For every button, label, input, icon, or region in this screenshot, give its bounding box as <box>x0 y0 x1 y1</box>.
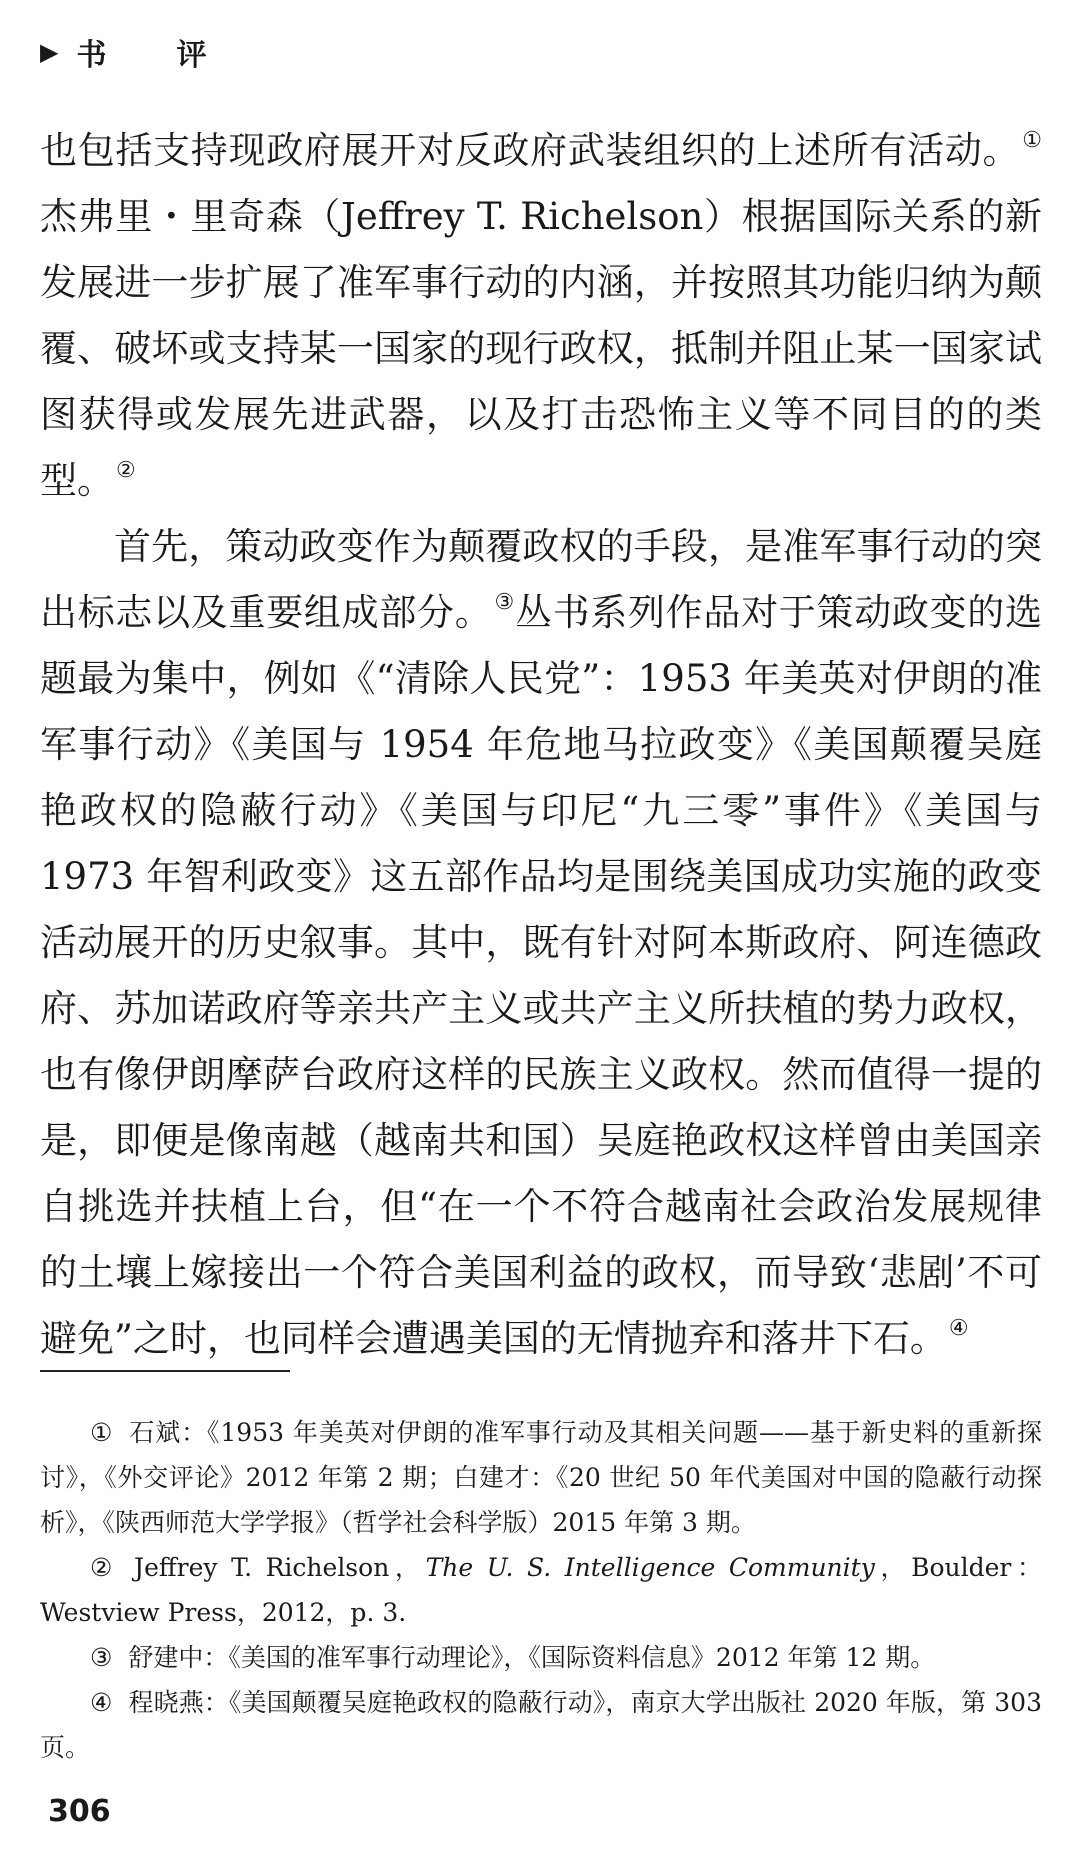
footnote-3-number: ③ <box>90 1643 113 1672</box>
paragraph-2-text: 首先，策动政变作为颠覆政权的手段，是准军事行动的突出标志以及重要组成部分。 <box>40 525 1042 634</box>
footnote-4 <box>40 1680 1042 1770</box>
paragraph-1-text-2: 杰弗里・里奇森（Jeffrey T. Richelson）根据国际关系的新发展进一步扩展了准军事行动的内涵，并按照其功能归纳为颠覆、破坏或支持某一国家的现行政权，抵制并阻止某一国家试图获得或发展先进武器，以及打击恐怖主义等不同目的的类型。 <box>40 195 1042 502</box>
footnotes <box>40 1410 1042 1770</box>
footnote-2-number: ② <box>90 1553 119 1582</box>
footnote-3 <box>40 1635 1042 1680</box>
footnote-2-book-title: The U. S. Intelligence Community <box>425 1553 875 1582</box>
footnote-1-text: 石斌：《1953 年美英对伊朗的准军事行动及其相关问题——基于新史料的重新探讨》，《外交评论》2012 年第 2 期；白建才：《20 世纪 50 年代美国对中国的隐蔽行动探析》，《陕西师范大学学报》（哲学社会科学版）2015 年第 3 期。 <box>40 1418 1042 1537</box>
footnote-1-number: ① <box>90 1418 114 1447</box>
paragraph-1-text: 也包括支持现政府展开对反政府武装组织的上述所有活动。 <box>40 129 1021 172</box>
triangle-marker-icon: ▶ <box>40 38 59 66</box>
paragraph-1 <box>40 118 1042 514</box>
footnote-divider <box>40 1370 290 1372</box>
footnote-4-text: 程晓燕：《美国颠覆吴庭艳政权的隐蔽行动》，南京大学出版社 2020 年版，第 303 页。 <box>40 1688 1042 1762</box>
footnote-2-post: ，Boulder：Westview Press，2012，p. 3. <box>40 1553 1042 1627</box>
footnote-2-pre: Jeffrey T. Richelson， <box>134 1553 426 1582</box>
body-text <box>40 118 1042 1372</box>
section-label-2: 评 <box>176 38 207 73</box>
footnote-4-number: ④ <box>90 1688 113 1717</box>
section-label-1: 书 <box>76 38 107 73</box>
footnote-2 <box>40 1545 1042 1635</box>
paragraph-2-text-2: 丛书系列作品对于策动政变的选题最为集中，例如《“清除人民党”：1953 年美英对伊朗的准军事行动》《美国与 1954 年危地马拉政变》《美国颠覆吴庭艳政权的隐蔽行动》《美国与印尼“九三零”事件》《美国与 1973 年智利政变》这五部作品均是围绕美国成功实施的政变活动展开的历史叙事。其中，既有针对阿本斯政府、阿连德政府、苏加诺政府等亲共产主义或共产主义所扶植的势力政权，也有像伊朗摩萨台政府这样的民族主义政权。然而值得一提的是，即便是像南越（越南共和国）吴庭艳政权这样曾由美国亲自挑选并扶植上台，但“在一个不符合越南社会政治发展规律的土壤上嫁接出一个符合美国利益的政权，而导致‘悲剧’不可避免”之时，也同样会遭遇美国的无情抛弃和落井下石。 <box>40 591 1043 1360</box>
footnote-1 <box>40 1410 1042 1545</box>
running-header <box>40 30 206 74</box>
footnote-ref-1: ① <box>1022 128 1042 153</box>
paragraph-2 <box>40 514 1042 1372</box>
footnote-ref-2: ② <box>116 458 136 483</box>
footnote-ref-4: ④ <box>948 1316 969 1341</box>
page-number: 306 <box>48 1794 111 1829</box>
footnote-ref-3: ③ <box>494 590 515 615</box>
footnote-3-text: 舒建中：《美国的准军事行动理论》，《国际资料信息》2012 年第 12 期。 <box>128 1643 936 1672</box>
